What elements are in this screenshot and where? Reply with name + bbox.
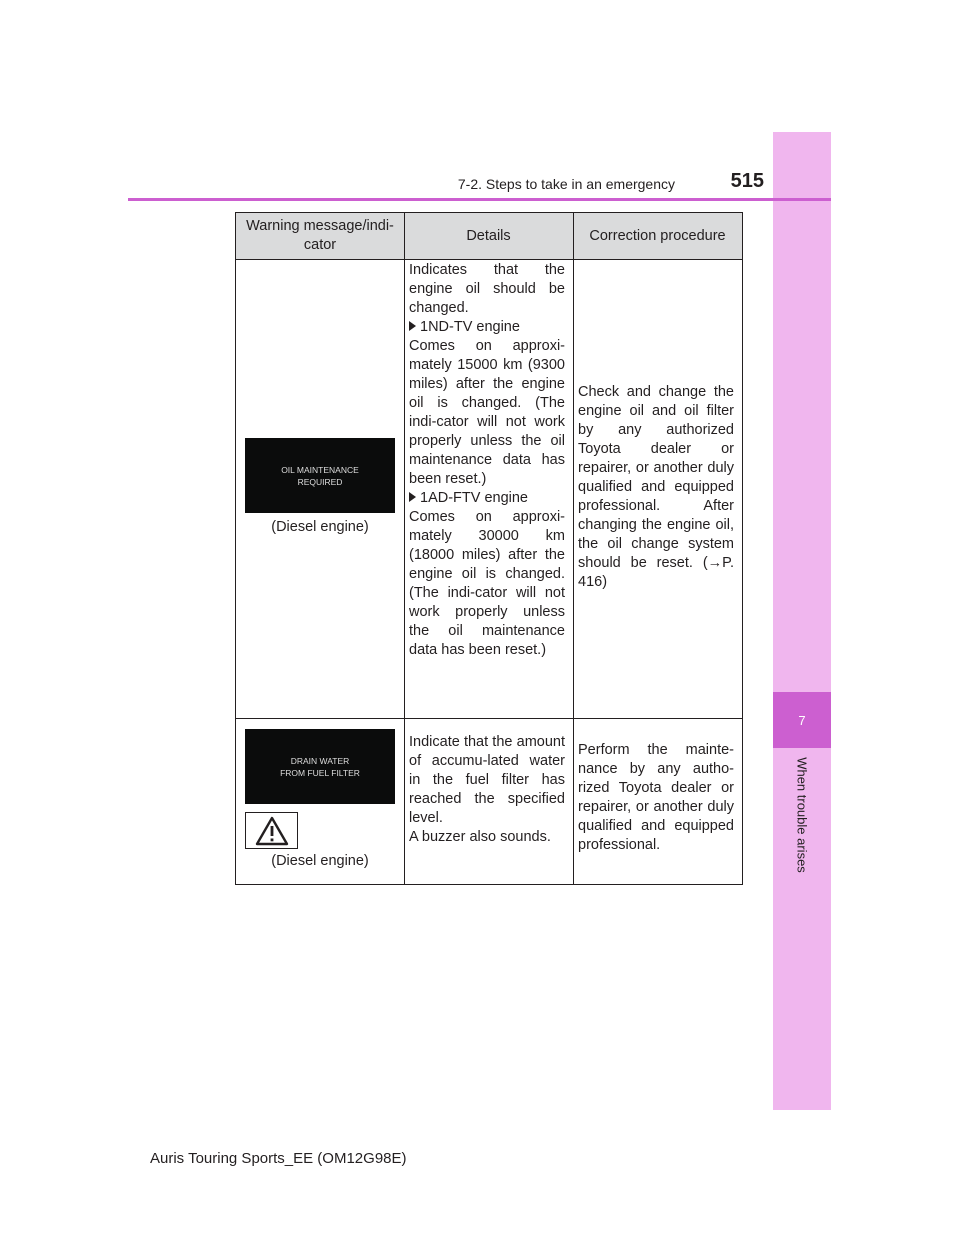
- warning-table: [235, 212, 743, 885]
- warning-triangle-icon: [245, 812, 298, 849]
- bullet-triangle-icon: [409, 321, 416, 331]
- row2-details: Indicate that the amount of accumu-lated water in the fuel filter has reached the specified level. A buzzer also sounds.: [409, 734, 565, 845]
- column-header-correction: Correction procedure: [589, 227, 726, 244]
- row1-correction: Check and change the engine oil and oil filter by any authorized Toyota dealer or repairer, or another duly qualified and equipped professional. After changing the engine oil, the oil change system should be reset. (→P. 416): [578, 384, 734, 590]
- chapter-number: 7: [773, 692, 831, 748]
- row1-caption: (Diesel engine): [271, 519, 369, 535]
- column-header-details: Details: [466, 227, 511, 244]
- section-title: 7-2. Steps to take in an emergency: [457, 176, 675, 192]
- column-header-warning: Warning message/indi- cator: [246, 218, 394, 253]
- column-divider: [573, 213, 574, 884]
- drain-water-display-image: DRAIN WATER FROM FUEL FILTER: [245, 729, 395, 804]
- row2-correction: Perform the mainte-nance by any autho-rized Toyota dealer or repairer, or another duly qualified and equipped professional.: [578, 742, 734, 853]
- footer-manual-id: Auris Touring Sports_EE (OM12G98E): [150, 1150, 407, 1167]
- bullet-triangle-icon: [409, 492, 416, 502]
- page-number: 515: [730, 170, 764, 192]
- oil-maintenance-display-image: OIL MAINTENANCE REQUIRED: [245, 438, 395, 513]
- row-divider: [236, 718, 742, 719]
- chapter-side-tab: [773, 132, 831, 1110]
- row-divider: [236, 259, 742, 260]
- column-divider: [404, 213, 405, 884]
- header-rule: [128, 198, 831, 201]
- row2-caption: (Diesel engine): [271, 853, 369, 869]
- row1-details: Indicates that the engine oil should be changed. 1ND-TV engine Comes on approxi-mately 15000 km (9300 miles) after the engine oil is changed. (The indi-cator will not work properly unless the oil maintenance data has been reset.) 1AD-FTV engine Comes on approxi-mately 30000 km (18000 miles) after the engine oil is changed. (The indi-cator will not work properly unless the oil maintenance data has been reset.): [409, 262, 565, 658]
